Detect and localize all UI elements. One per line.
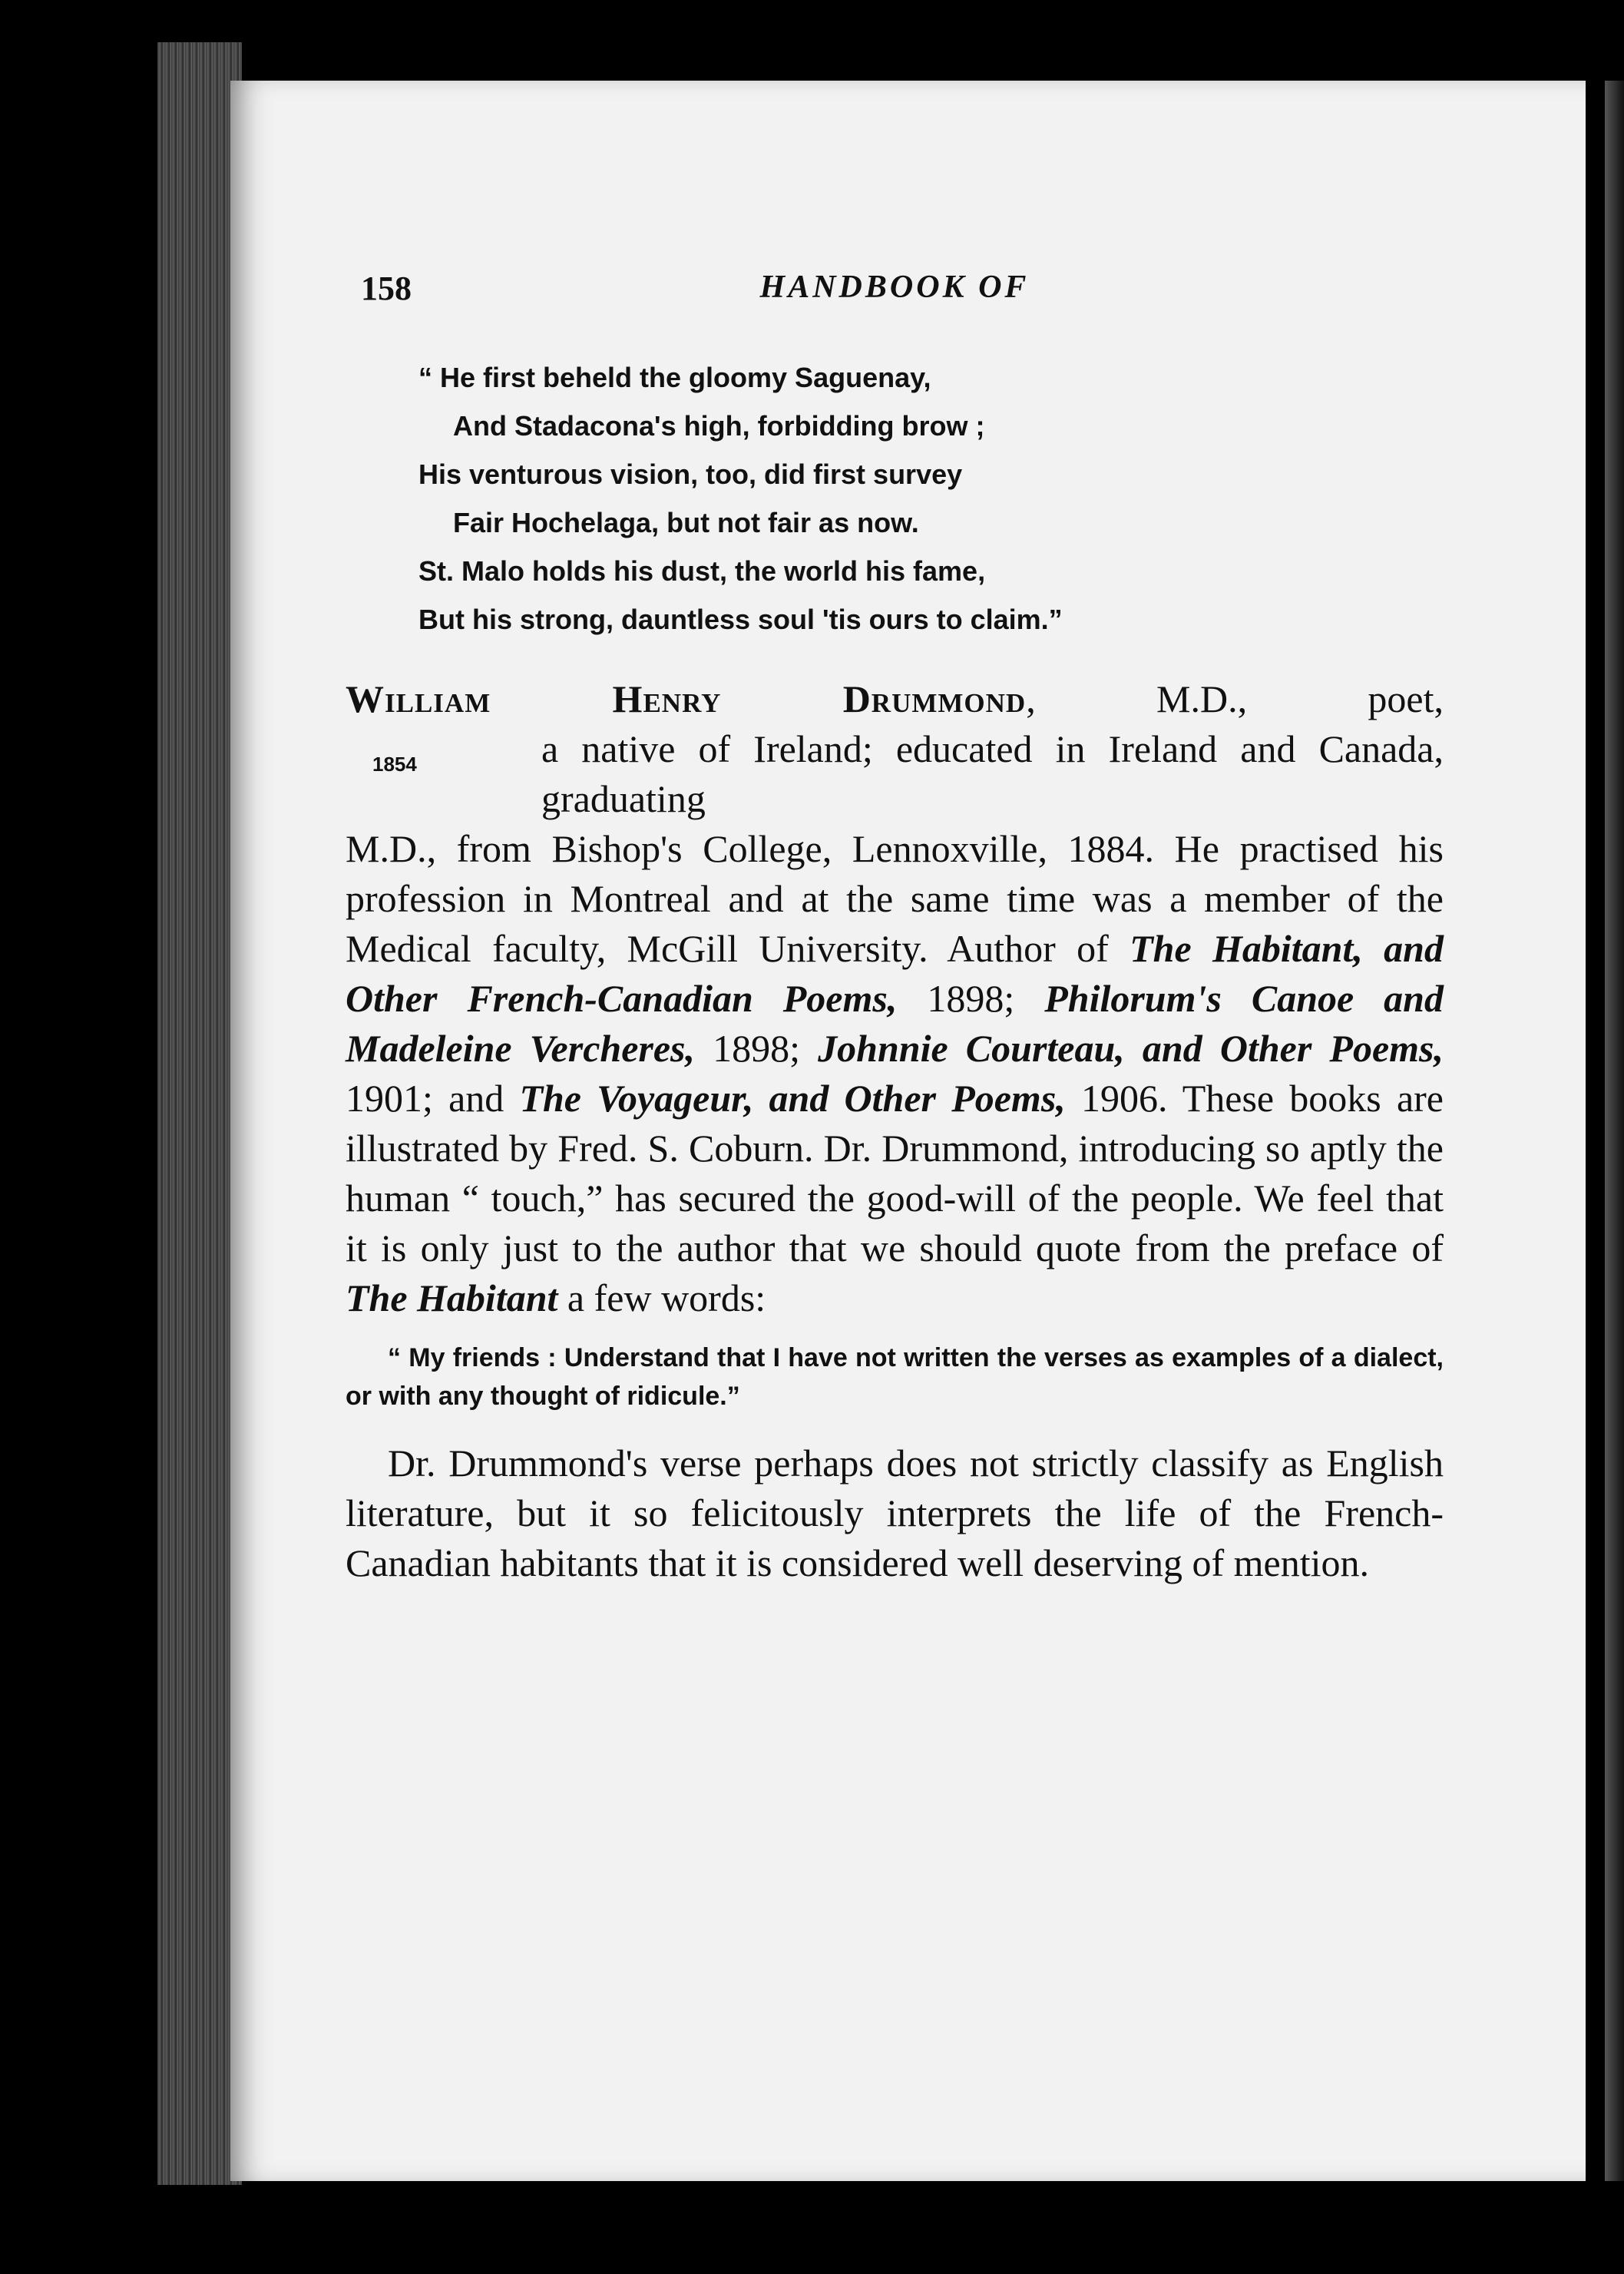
poem-line: Fair Hochelaga, but not fair as now.	[453, 507, 919, 538]
entry-text: M.D., from Bishop's College, Lennoxville, 1884. He practised his profession in Montreal and at the same time was a member of the Medical faculty, McGill University. Author of	[346, 827, 1444, 970]
entry-text: 1898;	[897, 977, 1045, 1020]
entry-body	[346, 827, 1444, 1319]
poem-line: “ He first beheld the gloomy Saguenay,	[418, 362, 931, 393]
poem-line: His venturous vision, too, did first survey	[418, 458, 963, 490]
poem-line: St. Malo holds his dust, the world his fame,	[418, 555, 986, 587]
page-header	[346, 269, 1444, 323]
book-title: The Habitant, and Other French-Canadian Poems,	[346, 927, 1444, 1020]
poem-line: But his strong, dauntless soul 'tis ours to claim.”	[418, 604, 1063, 635]
entry-text: 1906. These books are illustrated by Fred. S. Coburn. Dr. Drummond, introducing so aptly the human “ touch,” has secured the good-will of the people. We feel that it is only just to the author that we should quote from the preface of	[346, 1077, 1444, 1269]
closing-paragraph: Dr. Drummond's verse perhaps does not strictly classify as English literature, but it so felicitously interprets the life of the French-Canadian habitants that it is considered well deserving of mention.	[346, 1442, 1444, 1584]
poem-quotation	[418, 353, 1444, 644]
biography-entry	[346, 674, 1444, 1323]
margin-year: 1854	[372, 753, 417, 776]
book-title: The Voyageur, and Other Poems,	[519, 1077, 1066, 1120]
entry-text: a few words:	[557, 1276, 766, 1319]
running-head: HANDBOOK OF	[759, 270, 1030, 305]
entry-heading-rest: , M.D., poet,	[1026, 677, 1444, 720]
entry-name: William Henry Drummond	[346, 677, 1027, 720]
entry-heading	[346, 674, 1444, 724]
book-title: The Habitant	[346, 1276, 558, 1319]
book-title: Johnnie Courteau, and Other Poems,	[818, 1027, 1444, 1070]
poem-line: And Stadacona's high, forbidding brow ;	[453, 410, 985, 442]
page-number: 158	[361, 270, 412, 307]
page-right-edge	[1605, 81, 1624, 2181]
book-title: Philorum's Canoe and Madeleine Vercheres,	[346, 977, 1444, 1070]
entry-text: 1901; and	[346, 1077, 520, 1120]
book-spine-edge	[157, 42, 242, 2185]
page-content	[346, 269, 1444, 1588]
entry-indented-text: a native of Ireland; educated in Ireland and Canada, graduating	[541, 727, 1444, 820]
entry-text: 1898;	[695, 1027, 819, 1070]
preface-quote: “ My friends : Understand that I have not written the verses as examples of a dialect, or with any thought of ridicule.”	[346, 1343, 1444, 1411]
